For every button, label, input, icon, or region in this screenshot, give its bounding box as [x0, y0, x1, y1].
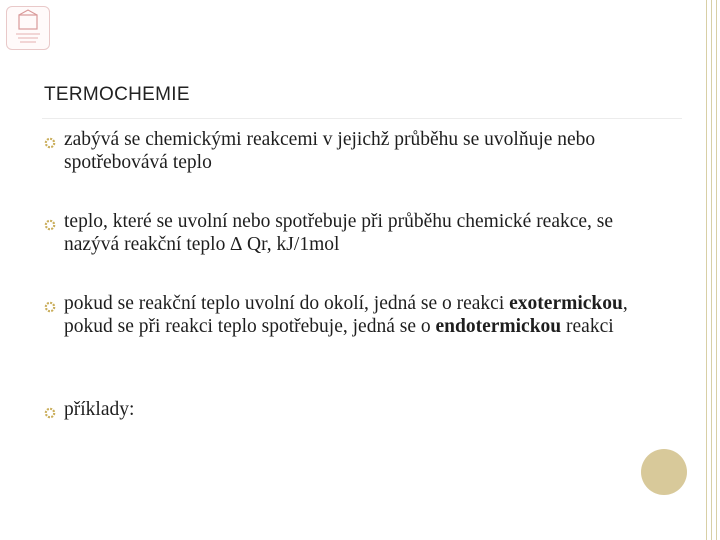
school-logo-icon [6, 6, 50, 50]
bullet-text-2: teplo, které se uvolní nebo spotřebuje při průběhu chemické reakce, se nazývá reakční teplo ∆ Qr, kJ/1mol [64, 211, 614, 255]
gear-bullet-icon [44, 292, 64, 319]
bullet-text-3 [64, 292, 654, 338]
bullet-item-3 [44, 292, 654, 338]
bullet-text-3-part3: reakci [561, 316, 614, 337]
bullet-item-4 [44, 398, 654, 425]
bullet-item-1 [44, 128, 654, 174]
title-divider [42, 118, 682, 119]
decorative-circle [641, 449, 687, 495]
keyword-exotermickou: exotermickou [509, 293, 623, 314]
gear-bullet-icon [44, 128, 64, 155]
slide-title: TERMOCHEMIE [44, 84, 190, 105]
bullet-text-4: příklady: [64, 399, 135, 420]
gear-bullet-icon [44, 210, 64, 237]
bullet-text-3-part1: pokud se reakční teplo uvolní do okolí, jedná se o reakci [64, 293, 510, 314]
bullet-text-3-part2: , pokud se při reakci teplo spotřebuje, jedná se o [64, 293, 628, 337]
frame-line-inner [706, 0, 707, 540]
frame-line-far [716, 0, 717, 540]
bullet-text-1: zabývá se chemickými reakcemi v jejichž průběhu se uvolňuje nebo spotřebovává teplo [64, 129, 596, 173]
bullet-item-2 [44, 210, 654, 256]
keyword-endotermickou: endotermickou [435, 316, 562, 337]
frame-line-outer [711, 0, 712, 540]
gear-bullet-icon [44, 398, 64, 425]
